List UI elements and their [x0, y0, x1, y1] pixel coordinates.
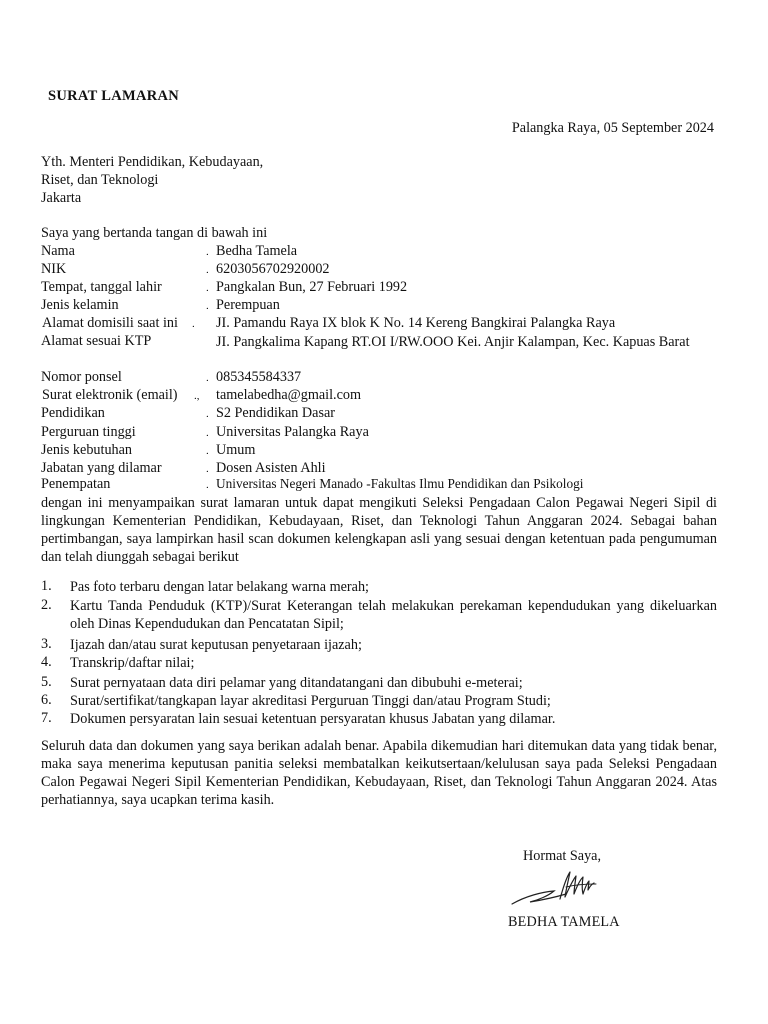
field-separator: . — [206, 300, 209, 312]
signer-name: BEDHA TAMELA — [508, 914, 620, 930]
recipient-line: Jakarta — [41, 190, 82, 206]
list-item-number: 1. — [41, 578, 52, 594]
field-separator: . — [206, 408, 209, 420]
field-separator: . — [206, 445, 209, 457]
list-item-number: 6. — [41, 692, 52, 708]
list-item: Pas foto terbaru dengan latar belakang warna merah; — [70, 579, 369, 595]
field-separator: . — [192, 318, 195, 330]
field-value-university: Universitas Palangka Raya — [216, 424, 369, 440]
field-label-ttl: Tempat, tanggal lahir — [41, 279, 162, 295]
list-item: Transkrip/daftar nilai; — [70, 655, 195, 671]
field-label-ktp-address: Alamat sesuai KTP — [41, 333, 152, 349]
list-item-number: 2. — [41, 597, 52, 613]
list-item-number: 7. — [41, 710, 52, 726]
field-value-position: Dosen Asisten Ahli — [216, 460, 326, 476]
list-item-number: 5. — [41, 674, 52, 690]
field-separator: . — [206, 427, 209, 439]
field-separator: ., — [194, 390, 200, 402]
field-value-gender: Perempuan — [216, 297, 280, 313]
recipient-line: Riset, dan Teknologi — [41, 172, 159, 188]
list-item: Dokumen persyaratan lain sesuai ketentuan persyaratan khusus Jabatan yang dilamar. — [70, 711, 556, 727]
field-label-email: Surat elektronik (email) — [42, 387, 178, 403]
field-value-need-type: Umum — [216, 442, 256, 458]
list-item: Ijazah dan/atau surat keputusan penyetaraan ijazah; — [70, 637, 362, 653]
recipient-line: Yth. Menteri Pendidikan, Kebudayaan, — [41, 154, 264, 170]
field-separator: . — [206, 372, 209, 384]
field-value-phone: 085345584337 — [216, 369, 302, 385]
field-label-phone: Nomor ponsel — [41, 369, 122, 385]
closing-salutation: Hormat Saya, — [523, 848, 602, 864]
field-value-placement: Universitas Negeri Manado -Fakultas Ilmu Pendidikan dan Psikologi — [216, 476, 584, 491]
field-value-ktp-address: JI. Pangkalima Kapang RT.OI I/RW.OOO Kei. Anjir Kalampan, Kec. Kapuas Barat — [216, 334, 690, 350]
body-paragraph-1: dengan ini menyampaikan surat lamaran untuk dapat mengikuti Seleksi Pengadaan Calon Pegawai Negeri Sipil di lingkungan Kementerian Pendidikan, Kebudayaan, Riset, dan Teknologi Tahun Anggaran 2024. Sebagai bahan pertimbangan, saya lampirkan hasil scan dokumen kelengkapan asli yang sesuai dengan ketentuan pada pengumuman dan telah diunggah sebagai berikut — [41, 495, 717, 565]
field-value-ttl: Pangkalan Bun, 27 Februari 1992 — [216, 279, 408, 295]
field-label-position: Jabatan yang dilamar — [41, 460, 162, 476]
field-value-nama: Bedha Tamela — [216, 243, 298, 259]
field-label-education: Pendidikan — [41, 405, 105, 421]
list-item: Surat pernyataan data diri pelamar yang ditandatangani dan dibubuhi e-meterai; — [70, 675, 523, 691]
list-item: Surat/sertifikat/tangkapan layar akreditasi Perguruan Tinggi dan/atau Program Studi; — [70, 693, 551, 709]
field-label-university: Perguruan tinggi — [41, 424, 136, 440]
field-label-need-type: Jenis kebutuhan — [41, 442, 133, 458]
letter-title: SURAT LAMARAN — [48, 88, 180, 104]
field-separator: . — [206, 246, 209, 258]
field-separator: . — [206, 463, 209, 475]
field-separator: . — [206, 282, 209, 294]
intro-text: Saya yang bertanda tangan di bawah ini — [41, 225, 268, 241]
field-value-domicile: JI. Pamandu Raya IX blok K No. 14 Kereng Bangkirai Palangka Raya — [216, 315, 616, 331]
field-label-domicile: Alamat domisili saat ini — [42, 315, 178, 331]
field-label-placement: Penempatan — [41, 476, 111, 492]
field-label-nik: NIK — [41, 261, 67, 277]
field-label-nama: Nama — [41, 243, 75, 259]
recipient-block — [41, 153, 263, 207]
list-item: Kartu Tanda Penduduk (KTP)/Surat Keterangan telah melakukan perekaman kependudukan yang dikeluarkan oleh Dinas Kependudukan dan Pencatatan Sipil; — [70, 598, 717, 632]
field-separator: . — [206, 264, 209, 276]
field-value-education: S2 Pendidikan Dasar — [216, 405, 336, 421]
handwritten-signature — [508, 866, 600, 910]
field-label-gender: Jenis kelamin — [41, 297, 119, 313]
list-item-number: 3. — [41, 636, 52, 652]
list-item-number: 4. — [41, 654, 52, 670]
field-separator: . — [206, 479, 209, 491]
field-value-nik: 6203056702920002 — [216, 261, 330, 277]
place-date: Palangka Raya, 05 September 2024 — [511, 120, 714, 136]
body-paragraph-2: Seluruh data dan dokumen yang saya berikan adalah benar. Apabila dikemudian hari ditemukan data yang tidak benar, maka saya menerima keputusan panitia seleksi membatalkan keikutsertaan/kelulusan saya pada Seleksi Pengadaan Calon Pegawai Negeri Sipil Kementerian Pendidikan, Kebudayaan, Riset, dan Teknologi Tahun Anggaran 2024. Atas perhatiannya, saya ucapkan terima kasih. — [41, 738, 717, 808]
field-value-email: tamelabedha@gmail.com — [216, 387, 362, 403]
